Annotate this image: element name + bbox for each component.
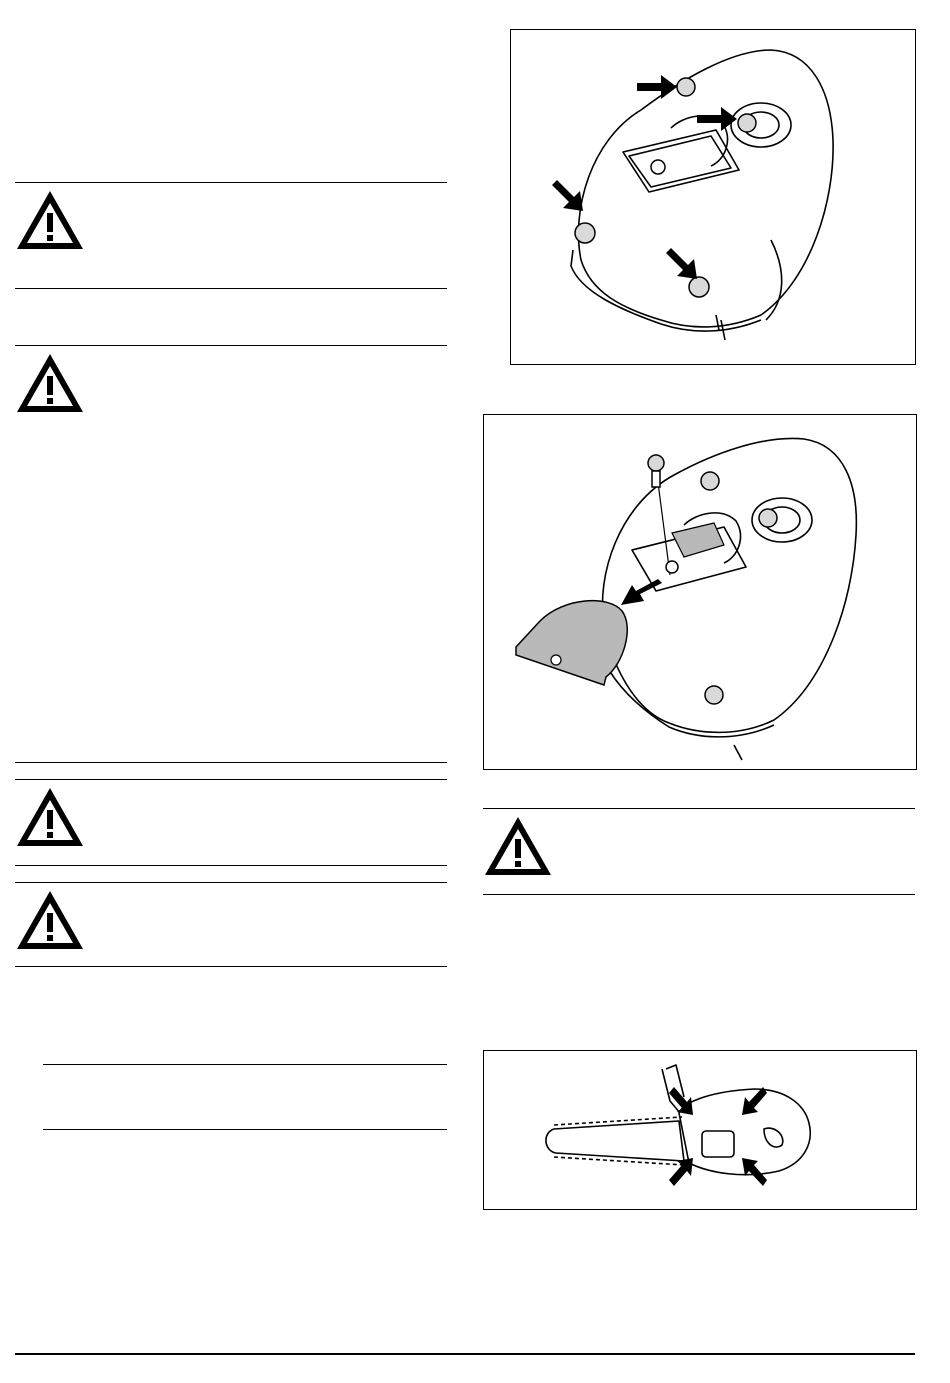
muffler-illustration [511,30,917,366]
warning-rule-top [15,779,447,780]
chainsaw-illustration [484,1051,918,1211]
warning-triangle-icon [14,785,86,849]
warning-triangle-icon [14,888,86,952]
note-rule-top [43,1064,447,1065]
warning-rule-top [15,182,447,183]
warning-triangle-icon [14,188,86,252]
warning-rule-bottom [483,894,915,895]
page-footer-rule [15,1353,915,1355]
warning-triangle-icon [14,351,86,415]
figure-chainsaw [483,1050,917,1210]
warning-rule-bottom [15,762,447,763]
warning-rule-top [15,882,447,883]
figure-spark-arrestor [483,414,917,770]
warning-rule-bottom [15,288,447,289]
spark-arrestor-illustration [484,415,918,771]
note-rule-bottom [43,1129,447,1130]
warning-triangle-icon [482,814,554,878]
figure-muffler-screws [510,29,916,365]
warning-rule-bottom [15,865,447,866]
warning-rule-top [483,808,915,809]
warning-rule-top [15,345,447,346]
warning-rule-bottom [15,966,447,967]
